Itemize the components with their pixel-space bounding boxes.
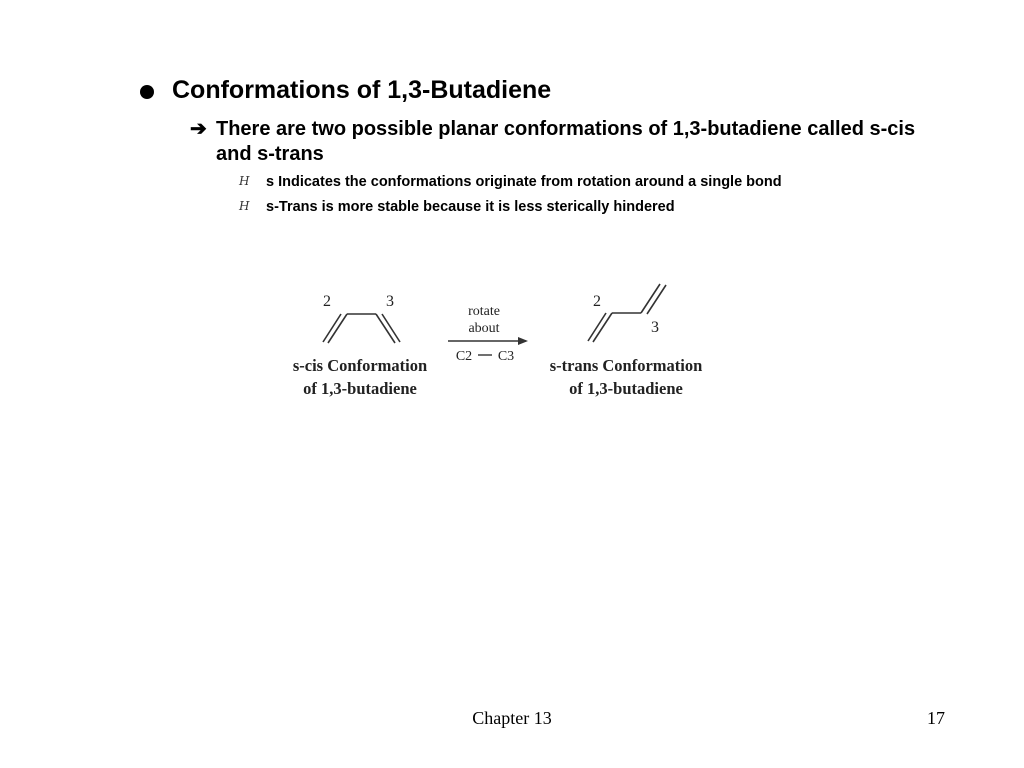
strans-label-3: 3 (651, 319, 659, 336)
detail-bullet-icon: H (239, 199, 250, 213)
scis-structure (323, 314, 400, 343)
detail-item: s-Trans is more stable because it is less sterically hindered (266, 199, 675, 215)
scis-caption-line1: s-cis Conformation (292, 356, 428, 375)
slide-heading: Conformations of 1,3-Butadiene (172, 76, 552, 104)
arrow-label-about: about (468, 321, 500, 336)
reaction-arrow (448, 337, 528, 345)
scis-caption-line2: of 1,3-butadiene (303, 379, 417, 398)
heading-bullet (140, 85, 154, 99)
arrow-label-c3: C3 (497, 349, 515, 364)
detail-bullet-icon: H (239, 174, 250, 188)
strans-caption-line1: s-trans Conformation (549, 356, 703, 375)
arrow-label-c2: C2 (455, 349, 473, 364)
butadiene-conformation-figure (270, 270, 750, 410)
arrow-bullet-icon: ➔ (190, 118, 207, 140)
scis-label-3: 3 (386, 293, 394, 310)
detail-item: s Indicates the conformations originate from rotation around a single bond (266, 174, 782, 190)
strans-caption-line2: of 1,3-butadiene (569, 379, 683, 398)
footer-chapter: Chapter 13 (472, 708, 552, 728)
strans-label-2: 2 (593, 293, 601, 310)
sub-point: There are two possible planar conformations of 1,3-butadiene called s-cis and s-trans (216, 118, 916, 165)
footer-page-number: 17 (927, 708, 945, 728)
arrow-label-rotate: rotate (468, 304, 500, 319)
scis-label-2: 2 (323, 293, 331, 310)
